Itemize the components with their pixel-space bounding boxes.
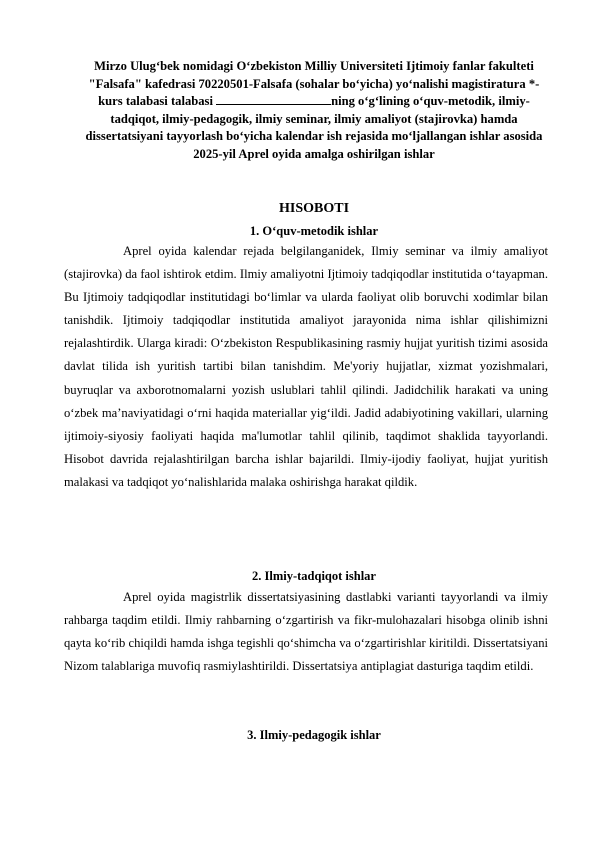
- document-title: HISOBOTI: [278, 201, 350, 216]
- header-text-part-1: Mirzo Ulug‘bek nomidagi O‘zbekiston Milliy Universiteti Ijtimoiy fanlar fakulteti "Falsafa" kafedrasi 70220501-Falsafa (sohalar bo‘yicha) yo‘nalishi magistiratura *-kurs talabasi talabasi: [88, 59, 540, 109]
- section-2-paragraph: Aprel oyida magistrlik dissertatsiyasining dastlabki varianti tayyorlandi va ilmiy rahbarga taqdim etildi. Ilmiy rahbarning o‘zgartirish va fikr-mulohazalari hisobga olinib ishni qayta ko‘rib chiqildi hamda ishga tegishli qo‘shimcha va o‘zgartirishlar kiritildi. Dissertatsiyani Nizom talablariga muvofiq rasmiylashtirildi. Dissertatsiya antiplagiat dasturiga taqdim etildi.: [64, 590, 548, 674]
- section-3-heading: 3. Ilmiy-pedagogik ishlar: [247, 728, 381, 742]
- section-1-heading: 1. O‘quv-metodik ishlar: [249, 224, 379, 238]
- section-2-heading: 2. Ilmiy-tadqiqot ishlar: [252, 569, 376, 583]
- document-header: [80, 58, 548, 164]
- section-1-paragraph: Aprel oyida kalendar rejada belgilanganidek, Ilmiy seminar va ilmiy amaliyot (stajirovka) da faol ishtirok etdim. Ilmiy amaliyotni Ijtimoiy tadqiqodlar institutida o‘tayapman. Bu Ijtimoiy tadqiqodlar institutidagi bo‘limlar va ularda faoliyat olib boruvchi xodimlar bilan tanishdik. Ijtimoiy tadqiqodlar institutida amaliyot jarayonida nima ishlar qilishimizni rejalashtirdik. Ularga kiradi: O‘zbekiston Respublikasining rasmiy hujjat yuritish tizimi asosida davlat tilida ish yuritish tartibi bilan tanishdim. Me'yoriy hujjatlar, xizmat yozishmalari, buyruqlar va axborotnomalarni yozish uslublari tahlil qilindi. Jadidchilik harakati va uning o‘zbek ma’naviyatidagi o‘rni haqida materiallar yig‘ildi. Jadid adabiyotining vakillari, ularning ijtimoiy-siyosiy faoliyati haqida ma'lumotlar tahlil qilinib, taqdimot shaklida tayyorlandi. Hisobot davrida rejalashtirilgan barcha ishlar bajarildi. Ilmiy-ijodiy faoliyat, hujjat yuritish malakasi va tadqiqot yo‘nalishlarida malaka oshirishga harakat qildik.: [64, 244, 548, 489]
- header-text-part-2: ning o‘g‘lining o‘quv-metodik, ilmiy-tadqiqot, ilmiy-pedagogik, ilmiy seminar, ilmiy amaliyot (stajirovka) hamda dissertatsiyani tayyorlash bo‘yicha kalendar ish rejasida mo‘ljallangan ishlar asosida 2025-yil Aprel oyida amalga oshirilgan ishlar: [85, 94, 543, 161]
- name-blank-line: [216, 93, 331, 105]
